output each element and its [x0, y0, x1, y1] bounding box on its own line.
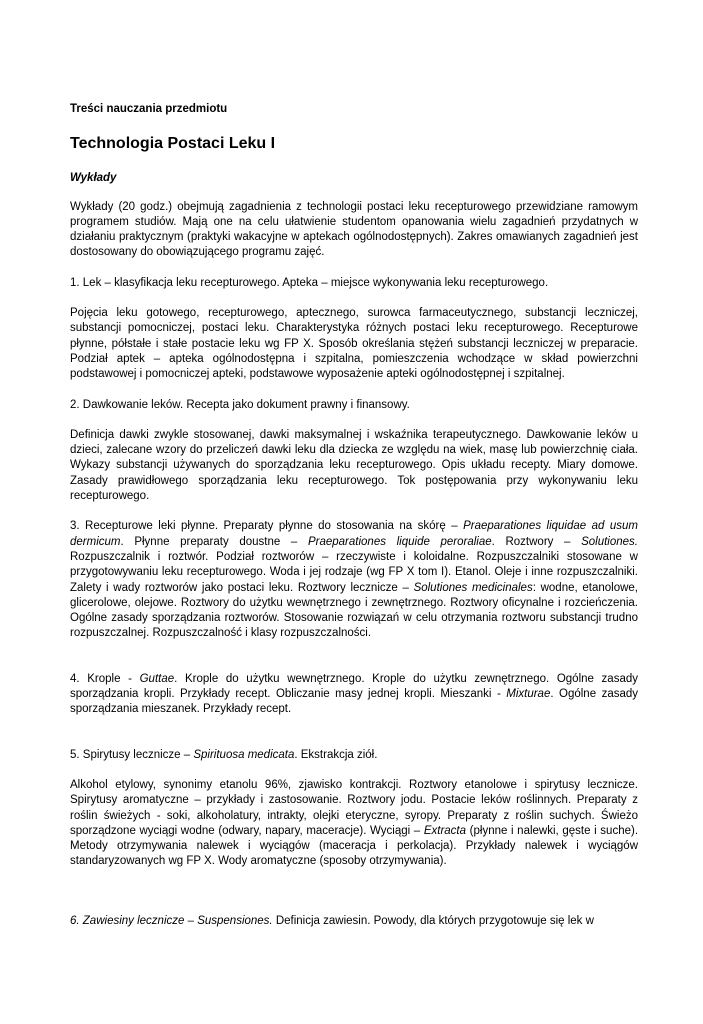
text-run: . Krople do użytku wewnętrznego. Krople do użytku zewnętrznego. Ogólne zasady sporządzania kropli. Przykłady recept. Obliczanie masy jednej kropli. Mieszanki - [70, 672, 638, 701]
text-run: Extracta [423, 824, 467, 837]
paragraph-topic-4 [70, 672, 638, 718]
heading-topic-1 [70, 276, 638, 291]
text-run: 6. Zawiesiny lecznicze – Suspensiones. [70, 914, 273, 927]
text-run: Solutiones medicinales [413, 581, 533, 594]
document-subtitle [70, 102, 638, 117]
text-run: Definicja dawki zwykle stosowanej, dawki maksymalnej i wskaźnika terapeutycznego. Dawkowanie leków u dzieci, zalecane wzory do przeliczeń dawki leku dla dziecka ze względu na wiek, masę lub powierzchnię ciała. Wykazy substancji używanych do sporządzania leku recepturowego. Opis układu recepty. Miary domowe. Zasady prawidłowego sporządzania leku recepturowego. Tok postępowania przy wykonywaniu leku recepturowego. [70, 428, 638, 503]
text-run: Solutiones. [581, 535, 638, 548]
text-run: Mixturae [506, 688, 551, 701]
heading-topic-2 [70, 398, 638, 413]
text-run: Definicja zawiesin. Powody, dla których przygotowuje się lek w [272, 914, 594, 927]
text-run: Wykłady (20 godz.) obejmują zagadnienia z technologii postaci leku recepturowego przewidziane ramowym programem studiów. Mają one na celu ułatwienie studentom opanowania wielu zagadnień przydatnych w działaniu praktycznym (praktyki wakacyjne w aptekach ogólnodostępnych). Zakres omawianych zagadnień jest dostosowany do obowiązującego programu zajęć. [70, 200, 638, 259]
paragraph-topic-2 [70, 428, 638, 504]
text-run: 3. Recepturowe leki płynne. Preparaty płynne do stosowania na skórę – [70, 520, 464, 533]
text-run: Treści nauczania przedmiotu [70, 103, 228, 115]
text-run: Guttae [139, 672, 175, 685]
text-run: Spirituosa medicata [193, 748, 295, 761]
paragraph-topic-6 [70, 914, 638, 929]
text-run: 2. Dawkowanie leków. Recepta jako dokument prawny i finansowy. [70, 398, 410, 411]
text-run: 1. Lek – klasyfikacja leku recepturowego. Apteka – miejsce wykonywania leku recepturowego. [70, 276, 549, 289]
text-run: 5. Spirytusy lecznicze – [70, 748, 194, 761]
text-run: Praeparationes liquidae ad usum dermicum [70, 520, 638, 548]
document-title [70, 134, 638, 153]
text-run: Wykłady [70, 172, 117, 185]
section-heading-wyklady [70, 171, 638, 186]
paragraph-topic-1 [70, 306, 638, 382]
text-run: . Płynne preparaty doustne – [120, 535, 308, 548]
paragraph-topic-3 [70, 519, 638, 641]
text-run: Rozpuszczalnik i roztwór. Podział roztworów – rzeczywiste i koloidalne. Rozpuszczalniki stosowane w przygotowywaniu leku recepturowego. Woda i jej rodzaje (wg FP X tom I). Etanol. Oleje i inne rozpuszczalniki. Zalety i wady roztworów jako postaci leku. Roztwory lecznicze – [70, 550, 638, 594]
text-run: : wodne, etanolowe, glicerolowe, olejowe. Roztwory do użytku wewnętrznego i zewnętrznego. Roztwory oficynalne i rozcieńczenia. Ogólne zasady sporządzania roztworów. Stosowanie rozwiązań w celu otrzymania roztworu substancji trudno rozpuszczalnej. Rozpuszczalność i klasy rozpuszczalności. [70, 581, 639, 640]
paragraph-wyklady-intro [70, 200, 638, 261]
text-run: Technologia Postaci Leku I [70, 135, 276, 153]
heading-topic-5 [70, 748, 638, 763]
text-run: 4. Krople - [70, 672, 140, 685]
text-run: Praeparationes liquide peroraliae [307, 535, 492, 548]
text-run: . Roztwory – [491, 535, 582, 548]
text-run: (płynne i nalewki, gęste i suche). Metody otrzymywania nalewek i wyciągów (maceracja i perkolacja). Przykłady nalewek i wyciągów standaryzowanych wg FP X. Wody aromatyczne (sposoby otrzymywania). [70, 824, 639, 868]
text-run: . Ogólne zasady sporządzania mieszanek. Przykłady recept. [70, 688, 639, 716]
text-run: Alkohol etylowy, synonimy etanolu 96%, zjawisko kontrakcji. Roztwory etanolowe i spirytusy lecznicze. Spirytusy aromatyczne – przykłady i zastosowanie. Roztwory jodu. Postacie leków roślinnych. Preparaty z roślin świeżych - soki, alkoholatury, intrakty, olejki eteryczne, syropy. Preparaty z roślin suchych. Świeżo sporządzone wyciągi wodne (odwary, napary, maceracje). Wyciągi – [70, 778, 638, 837]
text-run: Pojęcia leku gotowego, recepturowego, aptecznego, surowca farmaceutycznego, substancji leczniczej, substancji pomocniczej, postaci leku. Charakterystyka różnych postaci leku recepturowego. Recepturowe płynne, półstałe i stałe postacie leku wg FP X. Sposób określania stężeń substancji leczniczej w preparacie. Podział aptek – apteka ogólnodostępna i szpitalna, pomieszczenia wchodzące w skład powierzchni podstawowej i pomocniczej apteki, podstawowe wyposażenie apteki ogólnodostępnej i szpitalnej. [70, 307, 638, 381]
paragraph-topic-5 [70, 778, 638, 870]
text-run: . Ekstrakcja ziół. [294, 748, 378, 761]
